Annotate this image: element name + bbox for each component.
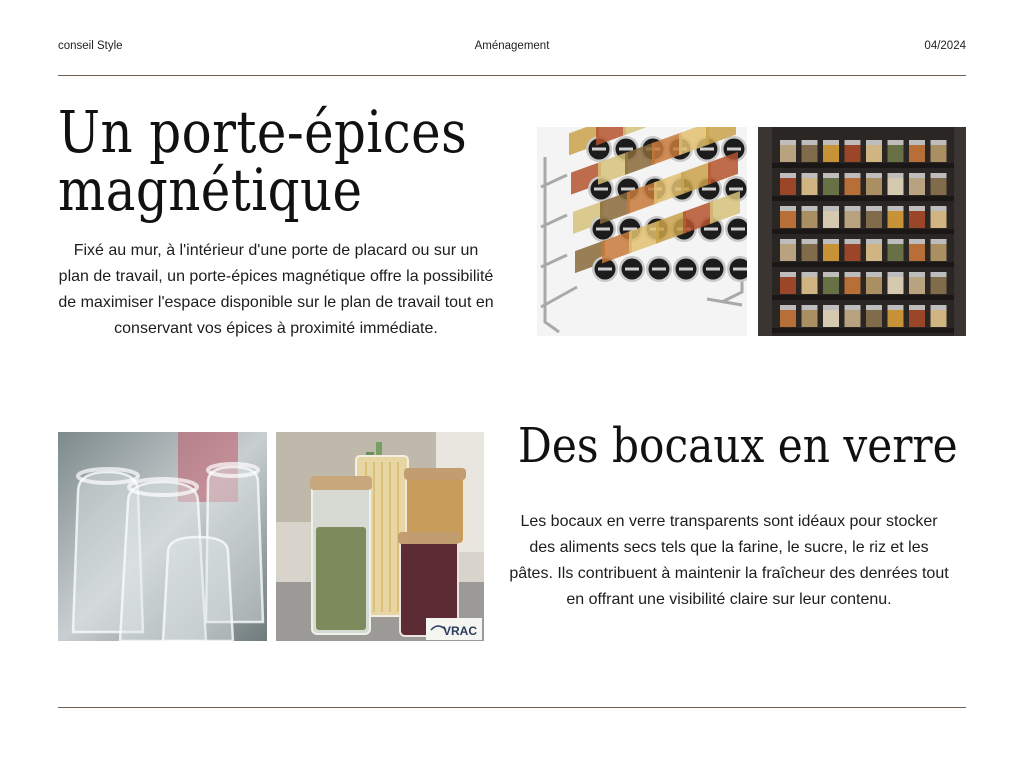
- spice-shelf-photo: [758, 127, 966, 336]
- glass-jars-photo: [58, 432, 267, 641]
- pantry-logo-text: VRAC: [442, 624, 477, 638]
- pantry-jars-photo: [276, 432, 484, 641]
- spice-rack-photo: [537, 127, 747, 336]
- section1-title-line2: magnétique: [58, 156, 363, 224]
- top-divider: [58, 75, 966, 76]
- section1-title-line1: Un porte-épices: [58, 98, 468, 166]
- section2-title: Des bocaux en verre: [518, 418, 958, 474]
- header-brand: conseil Style: [58, 40, 123, 52]
- header-section: Aménagement: [474, 40, 550, 52]
- section1-body: Fixé au mur, à l'intérieur d'une porte de placard ou sur un plan de travail, un porte-épices magnétique offre la possibilité de maximiser l'espace disponible sur le plan de travail tout en conservant vos épices à proximité immédiate.: [58, 242, 494, 337]
- header-date: 04/2024: [924, 40, 966, 52]
- section1-title: [58, 98, 471, 224]
- bottom-divider: [58, 707, 966, 708]
- section2-body: Les bocaux en verre transparents sont idéaux pour stocker des aliments secs tels que la farine, le sucre, le riz et les pâtes. Ils contribuent à maintenir la fraîcheur des denrées tout en offrant une visibilité claire sur leur contenu.: [509, 513, 949, 608]
